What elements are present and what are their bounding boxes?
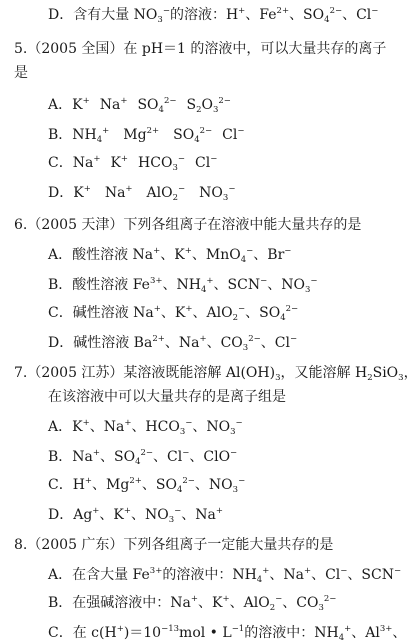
text-fragment: D．K: [48, 185, 84, 201]
superscript: 2−: [285, 304, 299, 314]
text-fragment: 、Cl: [153, 449, 183, 465]
text-fragment: 的溶液中：NH: [244, 625, 339, 641]
text-fragment: 6.（2005 天津）下列各组离子在溶液中能大量共存的是: [14, 217, 362, 233]
superscript: −13: [161, 624, 180, 634]
subscript: 4: [338, 633, 345, 643]
superscript: +: [82, 418, 90, 428]
superscript: −: [174, 506, 182, 516]
text-fragment: HCO: [138, 155, 173, 171]
superscript: +: [344, 624, 352, 634]
text-fragment: D．碱性溶液 Ba: [48, 335, 153, 351]
subscript: 3: [242, 343, 249, 353]
superscript: +: [120, 96, 128, 106]
superscript: +: [185, 304, 193, 314]
subscript: 4: [176, 485, 183, 495]
superscript: −: [210, 154, 218, 164]
subscript: 3: [275, 373, 281, 383]
text-fragment: B．Na: [48, 449, 93, 465]
superscript: +: [125, 184, 133, 194]
subscript: 4: [256, 575, 263, 585]
subscript: 2: [269, 603, 276, 613]
text-fragment: 、Fe: [245, 7, 277, 23]
superscript: +: [124, 418, 132, 428]
subscript: 3: [304, 285, 311, 295]
text-fragment: A．K: [48, 419, 83, 435]
subscript: 4: [135, 457, 141, 467]
subscript: 2: [196, 105, 202, 115]
text-fragment: Na: [99, 97, 121, 113]
superscript: −: [393, 566, 402, 576]
subscript: 4: [324, 15, 330, 25]
text-fragment: 、CO: [206, 335, 243, 351]
text-fragment: SO: [173, 127, 195, 143]
text-line: [48, 566, 401, 584]
superscript: 3+: [379, 624, 393, 634]
superscript: +: [92, 448, 101, 458]
text-fragment: 、SO: [100, 449, 136, 465]
superscript: −: [228, 184, 236, 194]
text-line: [14, 216, 361, 234]
text-fragment: 、NH: [162, 277, 201, 293]
superscript: +: [262, 566, 270, 576]
subscript: 3: [212, 105, 219, 115]
text-fragment: 8.（2005 广东）下列各组离子一定能大量共存的是: [14, 537, 334, 553]
text-fragment: 5.（2005 全国）在 pH＝1 的溶液中，可以大量共存的离子: [14, 41, 387, 57]
superscript: −: [238, 476, 246, 486]
text-fragment: 、Na: [181, 507, 216, 523]
subscript: 4: [240, 255, 247, 265]
text-line: [48, 624, 406, 642]
text-fragment: 、K: [198, 595, 223, 611]
superscript: +: [153, 246, 161, 256]
text-fragment: 、HCO: [131, 419, 180, 435]
superscript: 2−: [199, 126, 213, 136]
text-fragment: Cl: [222, 127, 238, 143]
text-line: [48, 184, 235, 202]
superscript: 3+: [149, 566, 163, 576]
text-fragment: C．Na: [48, 155, 94, 171]
text-fragment: 、: [392, 625, 407, 641]
text-fragment: AlO: [146, 185, 173, 201]
text-fragment: 、NO: [267, 277, 305, 293]
superscript: +: [92, 506, 100, 516]
superscript: −: [289, 334, 298, 344]
superscript: −: [162, 6, 170, 16]
text-line: [48, 126, 244, 144]
superscript: 2+: [146, 126, 160, 136]
superscript: +: [153, 304, 161, 314]
subscript: 4: [96, 135, 103, 145]
text-line: [14, 64, 28, 82]
text-fragment: ，: [403, 365, 418, 381]
superscript: +: [238, 6, 246, 16]
text-fragment: C．H: [48, 477, 85, 493]
superscript: −: [178, 184, 186, 194]
text-fragment: SiO: [372, 365, 399, 381]
text-fragment: O: [201, 97, 213, 113]
superscript: +: [82, 96, 90, 106]
subscript: 3: [398, 373, 404, 383]
text-fragment: 的溶液中：NH: [162, 567, 257, 583]
superscript: 2+: [152, 334, 165, 344]
text-fragment: 、ClO: [189, 449, 231, 465]
text-fragment: 、NO: [194, 477, 233, 493]
superscript: −: [340, 566, 348, 576]
text-fragment: 、SO: [289, 7, 325, 23]
superscript: +: [199, 334, 207, 344]
subscript: 4: [280, 313, 286, 323]
superscript: −: [284, 246, 292, 256]
text-fragment: 、Na: [269, 567, 304, 583]
subscript: 2: [232, 313, 238, 323]
text-fragment: 、K: [160, 305, 186, 321]
text-fragment: C．碱性溶液 Na: [48, 305, 154, 321]
text-fragment: 、Mg: [92, 477, 130, 493]
superscript: −1: [231, 624, 245, 634]
text-fragment: mol • L: [179, 625, 232, 641]
subscript: 3: [179, 427, 186, 437]
text-line: [14, 364, 418, 382]
superscript: 2−: [329, 6, 343, 16]
text-line: [48, 418, 243, 436]
superscript: +: [206, 276, 214, 286]
text-line: [48, 154, 217, 172]
superscript: +: [116, 624, 124, 634]
superscript: 3+: [149, 276, 163, 286]
text-line: [48, 6, 378, 24]
superscript: −: [275, 594, 283, 604]
subscript: 3: [318, 603, 324, 613]
superscript: +: [184, 246, 192, 256]
text-fragment: Cl: [194, 155, 211, 171]
superscript: +: [83, 184, 91, 194]
superscript: +: [190, 594, 199, 604]
superscript: −: [177, 154, 185, 164]
superscript: 2−: [248, 334, 261, 344]
text-fragment: A．K: [48, 97, 83, 113]
superscript: −: [237, 126, 245, 136]
subscript: 4: [194, 135, 200, 145]
text-fragment: 、MnO: [191, 247, 241, 263]
text-fragment: 、Cl: [260, 335, 290, 351]
text-line: [48, 506, 223, 524]
text-fragment: )＝10: [123, 625, 162, 641]
text-fragment: 、SCN: [213, 277, 261, 293]
text-fragment: Mg: [123, 127, 147, 143]
text-fragment: 在该溶液中可以大量共存的是离子组是: [48, 389, 286, 405]
superscript: 2+: [129, 476, 142, 486]
superscript: 2−: [140, 448, 154, 458]
text-line: [14, 40, 386, 58]
superscript: +: [93, 154, 101, 164]
subscript: 3: [172, 163, 178, 173]
superscript: 2−: [163, 96, 177, 106]
text-line: [48, 388, 286, 406]
text-fragment: 、AlO: [229, 595, 270, 611]
superscript: 2−: [218, 96, 231, 106]
text-fragment: 、CO: [282, 595, 319, 611]
text-fragment: 、SO: [141, 477, 177, 493]
superscript: −: [246, 246, 254, 256]
text-fragment: 、Al: [351, 625, 380, 641]
text-line: [48, 276, 318, 294]
text-fragment: 、Br: [253, 247, 285, 263]
text-fragment: D．Ag: [48, 507, 93, 523]
text-fragment: K: [110, 155, 121, 171]
superscript: −: [185, 418, 193, 428]
superscript: +: [120, 154, 129, 164]
text-fragment: 、AlO: [192, 305, 233, 321]
superscript: −: [237, 304, 246, 314]
superscript: +: [84, 476, 93, 486]
text-fragment: 、NO: [192, 419, 231, 435]
superscript: −: [235, 418, 243, 428]
text-line: [48, 96, 231, 114]
subscript: 4: [200, 285, 207, 295]
superscript: +: [123, 506, 132, 516]
superscript: 2−: [323, 594, 337, 604]
text-fragment: 、Na: [89, 419, 125, 435]
subscript: 3: [157, 15, 163, 25]
text-fragment: A．在含大量 Fe: [48, 567, 150, 583]
text-line: [48, 476, 245, 494]
text-fragment: Na: [104, 185, 126, 201]
text-line: [48, 448, 237, 466]
text-fragment: ，又能溶解 H: [280, 365, 368, 381]
text-fragment: NO: [199, 185, 223, 201]
text-line: [48, 246, 291, 264]
text-fragment: B．NH: [48, 127, 97, 143]
superscript: −: [260, 276, 268, 286]
superscript: −: [230, 448, 238, 458]
text-fragment: S: [186, 97, 197, 113]
text-fragment: 7.（2005 江苏）某溶液既能溶解 Al(OH): [14, 365, 276, 381]
subscript: 2: [367, 373, 373, 383]
text-fragment: 、Cl: [342, 7, 372, 23]
text-fragment: 、K: [160, 247, 185, 263]
text-fragment: A．酸性溶液 Na: [48, 247, 154, 263]
text-line: [48, 304, 298, 322]
superscript: −: [371, 6, 379, 16]
text-fragment: SO: [137, 97, 159, 113]
text-fragment: 、K: [99, 507, 124, 523]
subscript: 4: [158, 105, 164, 115]
superscript: −: [310, 276, 318, 286]
superscript: +: [102, 126, 110, 136]
superscript: −: [182, 448, 190, 458]
text-fragment: D．含有大量 NO: [48, 7, 158, 23]
superscript: +: [303, 566, 312, 576]
superscript: 2+: [276, 6, 290, 16]
text-fragment: 、Na: [164, 335, 200, 351]
text-fragment: 的溶液：H: [169, 7, 239, 23]
text-fragment: 、NO: [131, 507, 169, 523]
text-fragment: 、Cl: [311, 567, 341, 583]
text-fragment: 是: [14, 65, 28, 81]
subscript: 3: [222, 193, 229, 203]
subscript: 3: [168, 515, 175, 525]
text-fragment: B．在强碱溶液中：Na: [48, 595, 191, 611]
text-line: [14, 536, 333, 554]
superscript: +: [222, 594, 230, 604]
text-line: [48, 594, 336, 612]
text-fragment: C．在 c(H: [48, 625, 117, 641]
superscript: +: [215, 506, 224, 516]
subscript: 3: [230, 427, 236, 437]
superscript: 2−: [182, 476, 195, 486]
text-fragment: B．酸性溶液 Fe: [48, 277, 150, 293]
text-fragment: 、SCN: [347, 567, 394, 583]
text-line: [48, 334, 297, 352]
text-fragment: 、SO: [245, 305, 281, 321]
subscript: 3: [232, 485, 239, 495]
subscript: 2: [172, 193, 179, 203]
